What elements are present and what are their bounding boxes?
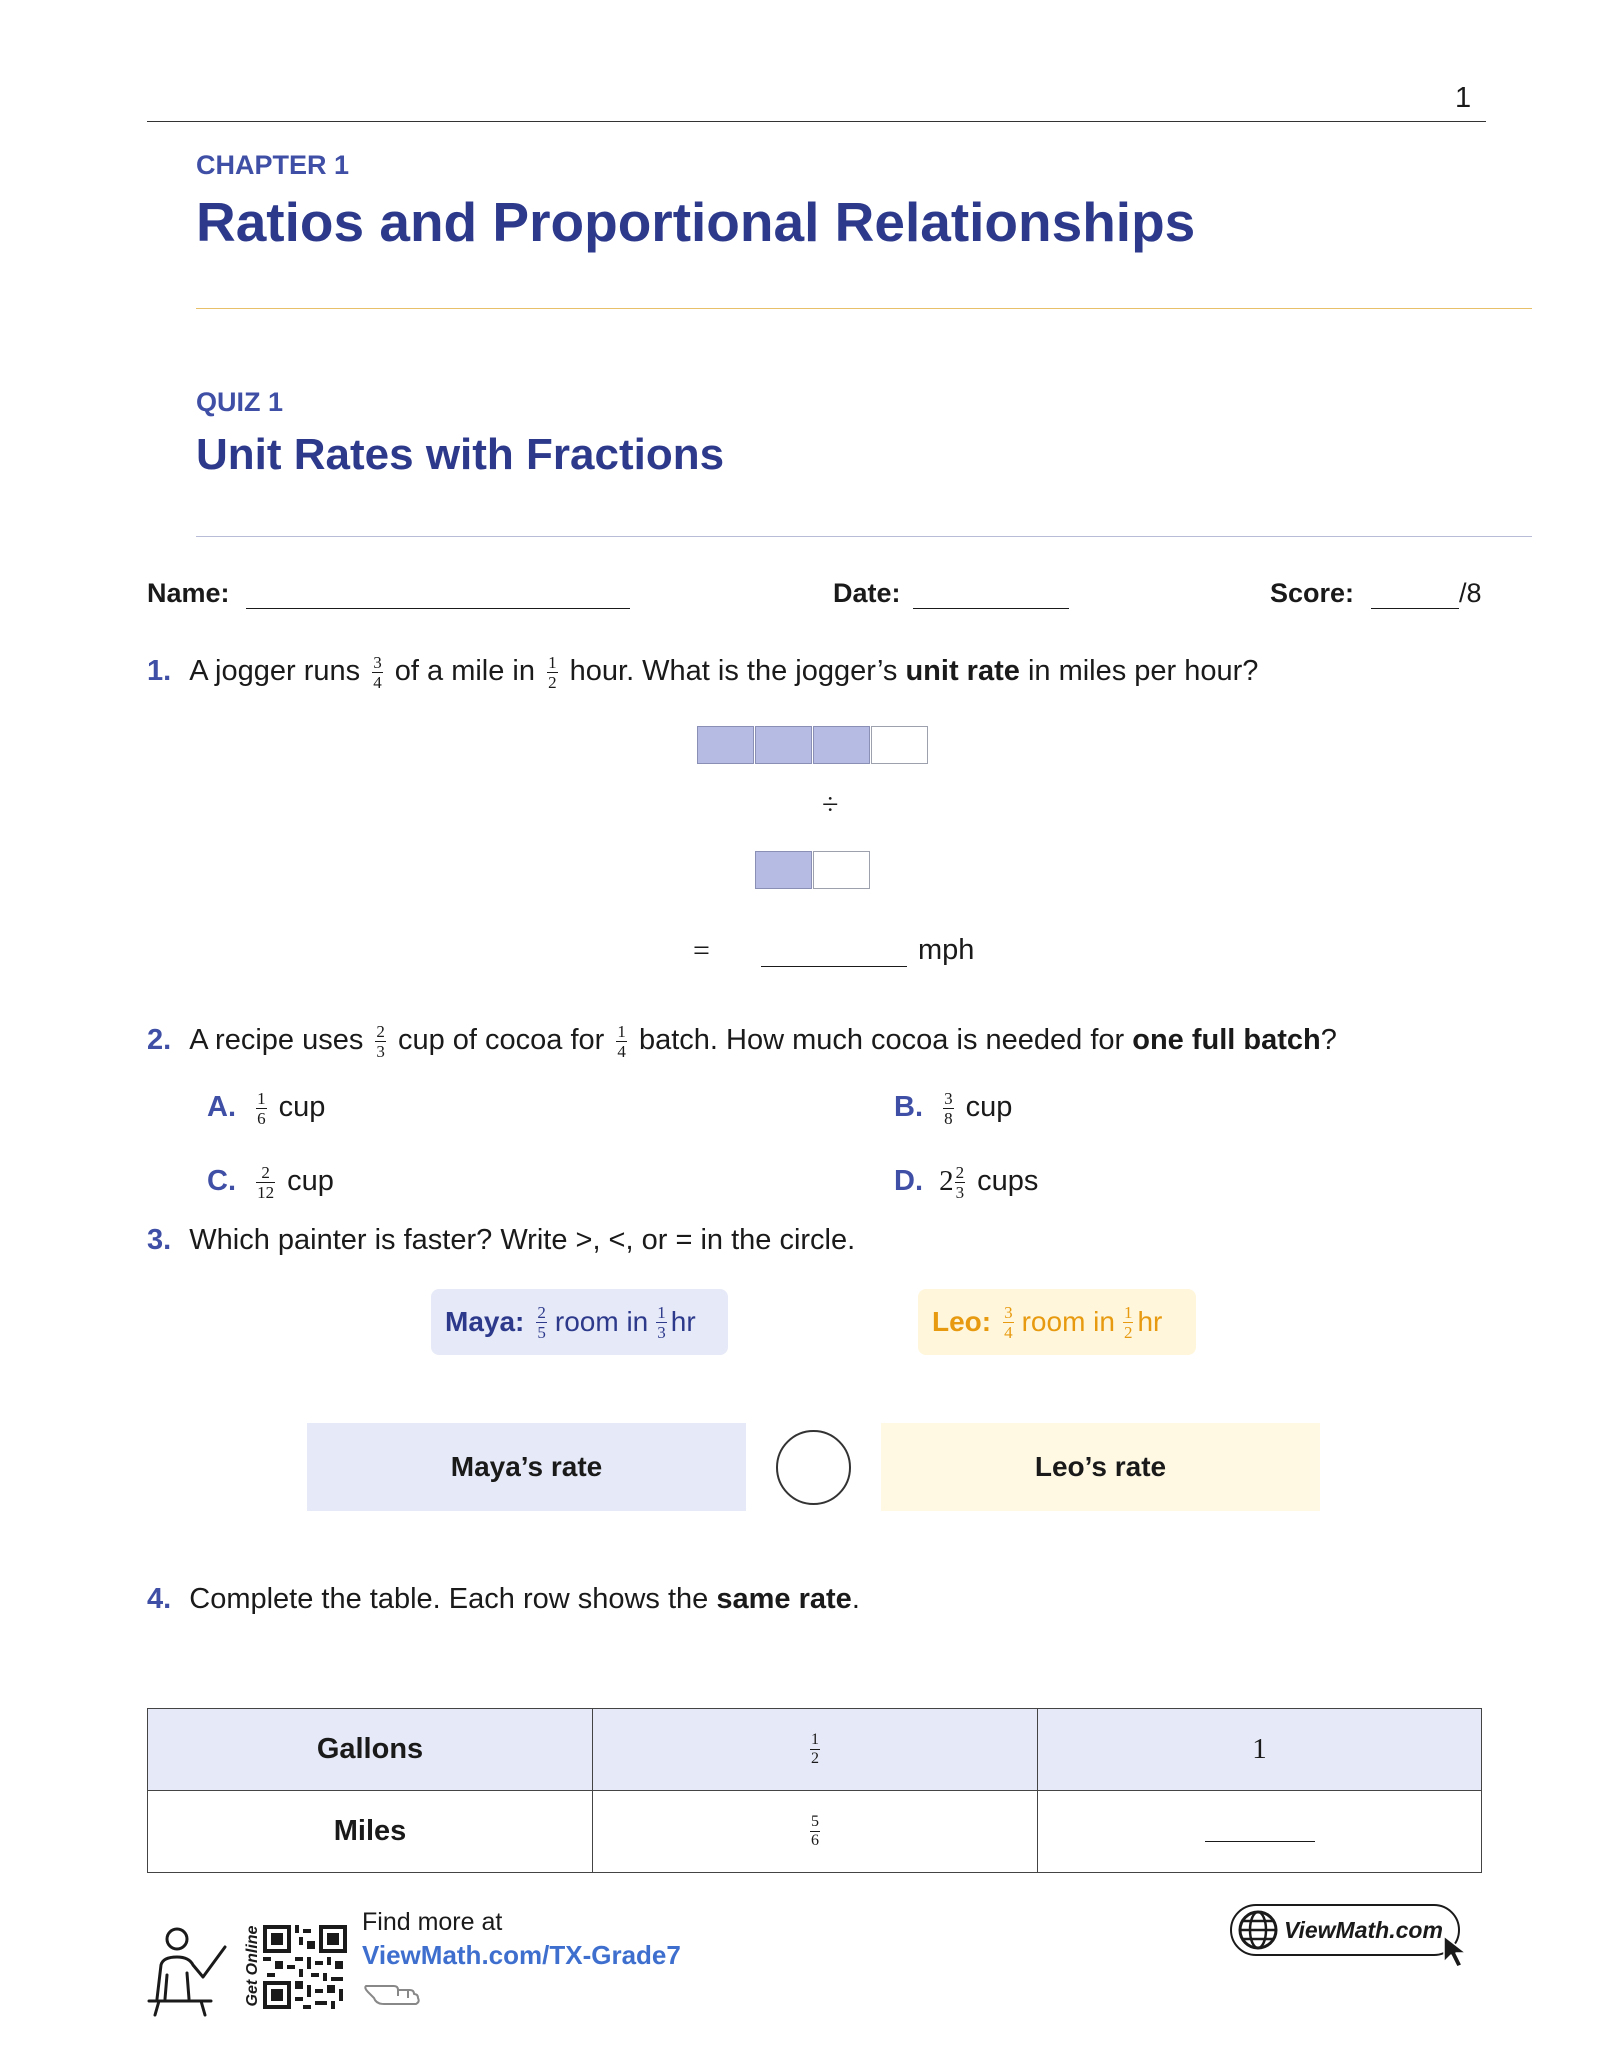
pointing-hand-icon — [364, 1974, 422, 2008]
table-row — [148, 1709, 1482, 1791]
question-text: ? — [1320, 1024, 1337, 1057]
viewmath-link[interactable]: ViewMath.com/TX-Grade7 — [362, 1940, 681, 1970]
fraction: $\frac{2}{3}$ — [376, 1022, 385, 1061]
brand-name: ViewMath.com — [1284, 1916, 1443, 1943]
question-text: hour. What is the jogger’s — [569, 655, 898, 688]
painter-unit: hr — [670, 1306, 696, 1337]
option-letter: B. — [894, 1091, 923, 1124]
maya-rate-box[interactable]: Maya’s rate — [307, 1423, 746, 1511]
bar-cell-filled — [755, 726, 812, 764]
bar-cell-filled — [755, 851, 812, 889]
table-cell — [593, 1791, 1038, 1873]
quiz-divider — [196, 536, 1532, 537]
question-text: of a mile in — [394, 655, 535, 688]
fraction: $\frac{2}{3}$ — [955, 1163, 965, 1202]
option-unit: cups — [977, 1165, 1039, 1198]
question-text: Complete the table. Each row shows the — [189, 1583, 709, 1615]
fraction: $\frac{1}{6}$ — [257, 1089, 266, 1128]
question-text: in miles per hour? — [1027, 655, 1259, 688]
bar-cell-empty — [813, 851, 870, 889]
table-row — [148, 1791, 1482, 1873]
mixed-number-whole: 2 — [939, 1165, 954, 1198]
score-total: /8 — [1459, 578, 1482, 608]
fraction: $\frac{3}{4}$ — [373, 653, 382, 692]
option-b[interactable] — [894, 1090, 1012, 1127]
option-letter: D. — [894, 1165, 923, 1198]
viewmath-brand-badge[interactable] — [1230, 1904, 1460, 1956]
option-unit: cup — [278, 1091, 326, 1124]
table-cell — [1038, 1709, 1482, 1791]
question-4 — [147, 1583, 860, 1616]
leo-rate-box[interactable]: Leo’s rate — [881, 1423, 1320, 1511]
painter-name: Maya: — [445, 1306, 525, 1337]
name-field[interactable] — [246, 582, 630, 609]
table-cell — [593, 1709, 1038, 1791]
fraction: $\frac{2}{12}$ — [257, 1163, 275, 1202]
score-field[interactable] — [1371, 582, 1459, 609]
fraction-bar-bottom — [755, 851, 871, 889]
rate-table — [147, 1708, 1482, 1873]
question-text: batch. How much cocoa is needed for — [638, 1024, 1125, 1057]
table-header-gallons: Gallons — [148, 1709, 593, 1791]
table-value: 1 — [1252, 1733, 1267, 1765]
globe-icon — [1236, 1908, 1280, 1952]
find-more-text: Find more at — [362, 1908, 503, 1936]
answer-field-mph[interactable] — [761, 940, 907, 967]
bar-cell-filled — [813, 726, 870, 764]
bar-cell-filled — [697, 726, 754, 764]
option-unit: cup — [287, 1165, 334, 1198]
fraction: $\frac{3}{4}$ — [1004, 1302, 1013, 1342]
comparison-circle[interactable] — [776, 1430, 851, 1505]
cursor-icon — [1440, 1934, 1472, 1970]
chapter-label: CHAPTER 1 — [196, 150, 350, 180]
fraction: $\frac{3}{8}$ — [944, 1089, 953, 1128]
fraction: $\frac{2}{5}$ — [537, 1302, 546, 1342]
question-text: Which painter is faster? Write >, <, or = in the circle. — [189, 1224, 856, 1256]
emphasis-text: unit rate — [905, 655, 1020, 688]
score-label: Score: — [1270, 578, 1355, 608]
question-number: 1. — [147, 655, 172, 688]
fraction-bar-top — [697, 726, 929, 764]
date-label: Date: — [833, 578, 901, 608]
table-cell-answer[interactable] — [1038, 1791, 1482, 1873]
get-online-label: Get Online — [244, 1925, 261, 2007]
chapter-title: Ratios and Proportional Relationships — [196, 191, 1196, 253]
option-d[interactable] — [894, 1164, 1038, 1201]
option-letter: A. — [207, 1091, 236, 1124]
date-field[interactable] — [913, 582, 1069, 609]
fraction: $\frac{1}{3}$ — [657, 1302, 666, 1342]
header-rule — [147, 121, 1486, 122]
name-label: Name: — [147, 578, 230, 608]
fraction: $\frac{1}{2}$ — [811, 1731, 819, 1767]
divide-symbol: ÷ — [822, 788, 839, 821]
question-text: A recipe uses — [189, 1024, 364, 1057]
question-3 — [147, 1224, 855, 1257]
option-unit: cup — [965, 1091, 1013, 1124]
painter-name: Leo: — [932, 1306, 992, 1337]
quiz-title: Unit Rates with Fractions — [196, 430, 725, 479]
question-number: 3. — [147, 1224, 172, 1256]
answer-blank[interactable] — [1205, 1817, 1315, 1842]
fraction: $\frac{1}{4}$ — [617, 1022, 626, 1061]
question-2 — [147, 1023, 1337, 1060]
fraction: $\frac{5}{6}$ — [811, 1813, 819, 1849]
question-1 — [147, 654, 1258, 691]
quiz-label: QUIZ 1 — [196, 387, 284, 417]
equals-symbol: = — [693, 934, 710, 967]
option-a[interactable] — [207, 1090, 325, 1127]
table-header-miles: Miles — [148, 1791, 593, 1873]
option-letter: C. — [207, 1165, 236, 1198]
painter-text: room in — [1021, 1306, 1115, 1337]
bar-cell-empty — [871, 726, 928, 764]
question-text: cup of cocoa for — [397, 1024, 605, 1057]
option-c[interactable] — [207, 1164, 334, 1201]
emphasis-text: one full batch — [1132, 1024, 1321, 1057]
chapter-divider — [196, 308, 1532, 309]
painter-text: room in — [554, 1306, 649, 1337]
emphasis-text: same rate — [716, 1583, 852, 1615]
page-number: 1 — [1455, 82, 1472, 114]
question-number: 2. — [147, 1024, 172, 1057]
question-number: 4. — [147, 1583, 172, 1615]
fraction: $\frac{1}{2}$ — [548, 653, 557, 692]
fraction: $\frac{1}{2}$ — [1123, 1302, 1133, 1342]
question-text: . — [851, 1583, 860, 1615]
leo-info — [918, 1289, 1196, 1355]
painter-unit: hr — [1137, 1306, 1163, 1337]
unit-label: mph — [918, 934, 975, 966]
teacher-icon — [145, 1925, 230, 2017]
qr-code-icon[interactable] — [263, 1925, 347, 2009]
maya-info — [431, 1289, 728, 1355]
question-text: A jogger runs — [189, 655, 361, 688]
